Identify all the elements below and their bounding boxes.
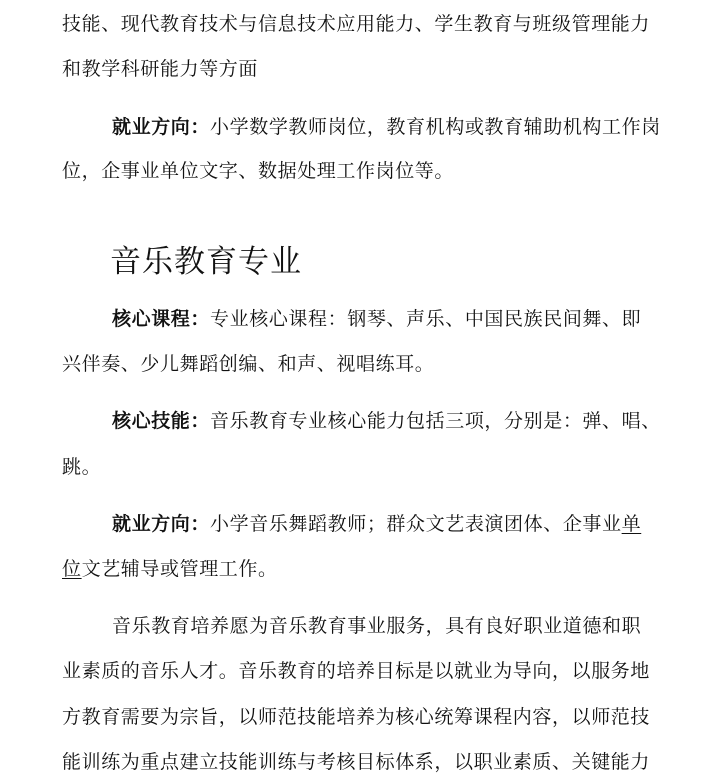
core-course-line — [112, 307, 664, 331]
music-employment-text: 小学音乐舞蹈教师；群众文艺表演团体、企事业 — [210, 513, 622, 535]
paragraph-line: 业素质的音乐人才。音乐教育的培养目标是以就业为导向，以服务地 — [62, 660, 651, 682]
paragraph-line: 位，企事业单位文字、数据处理工作岗位等。 — [62, 160, 455, 182]
core-course-label: 核心课程： — [112, 308, 211, 330]
section-heading: 音乐教育专业 — [110, 244, 302, 280]
underlined-text: 单 — [621, 513, 642, 535]
paragraph-line: 技能、现代教育技术与信息技术应用能力、学生教育与班级管理能力 — [62, 13, 651, 35]
paragraph-line: 兴伴奏、少儿舞蹈创编、和声、视唱练耳。 — [62, 353, 435, 375]
core-skill-line — [112, 409, 664, 433]
paragraph-line: 音乐教育培养愿为音乐教育事业服务，具有良好职业道德和职 — [112, 615, 642, 637]
paragraph-line: 和教学科研能力等方面 — [62, 58, 259, 80]
paragraph-line: 能训练为重点建立技能训练与考核目标体系，以职业素质、关键能力 — [62, 751, 651, 773]
employment-label: 就业方向： — [112, 116, 211, 138]
paragraph-line: 跳。 — [62, 456, 102, 478]
core-skill-text: 音乐教育专业核心能力包括三项，分别是：弹、唱、 — [210, 410, 661, 432]
music-employment-line — [112, 512, 664, 536]
core-skill-label: 核心技能： — [112, 410, 211, 432]
employment-paragraph-line — [112, 115, 664, 139]
paragraph-line: 方教育需要为宗旨，以师范技能培养为核心统筹课程内容，以师范技 — [62, 706, 651, 728]
core-course-text: 专业核心课程：钢琴、声乐、中国民族民间舞、即 — [210, 308, 642, 330]
music-employment-label: 就业方向： — [112, 513, 211, 535]
paragraph-text: 文艺辅导或管理工作。 — [81, 558, 278, 580]
paragraph-line — [62, 557, 664, 581]
employment-text: 小学数学教师岗位，教育机构或教育辅助机构工作岗 — [210, 116, 661, 138]
underlined-text: 位 — [62, 558, 82, 580]
